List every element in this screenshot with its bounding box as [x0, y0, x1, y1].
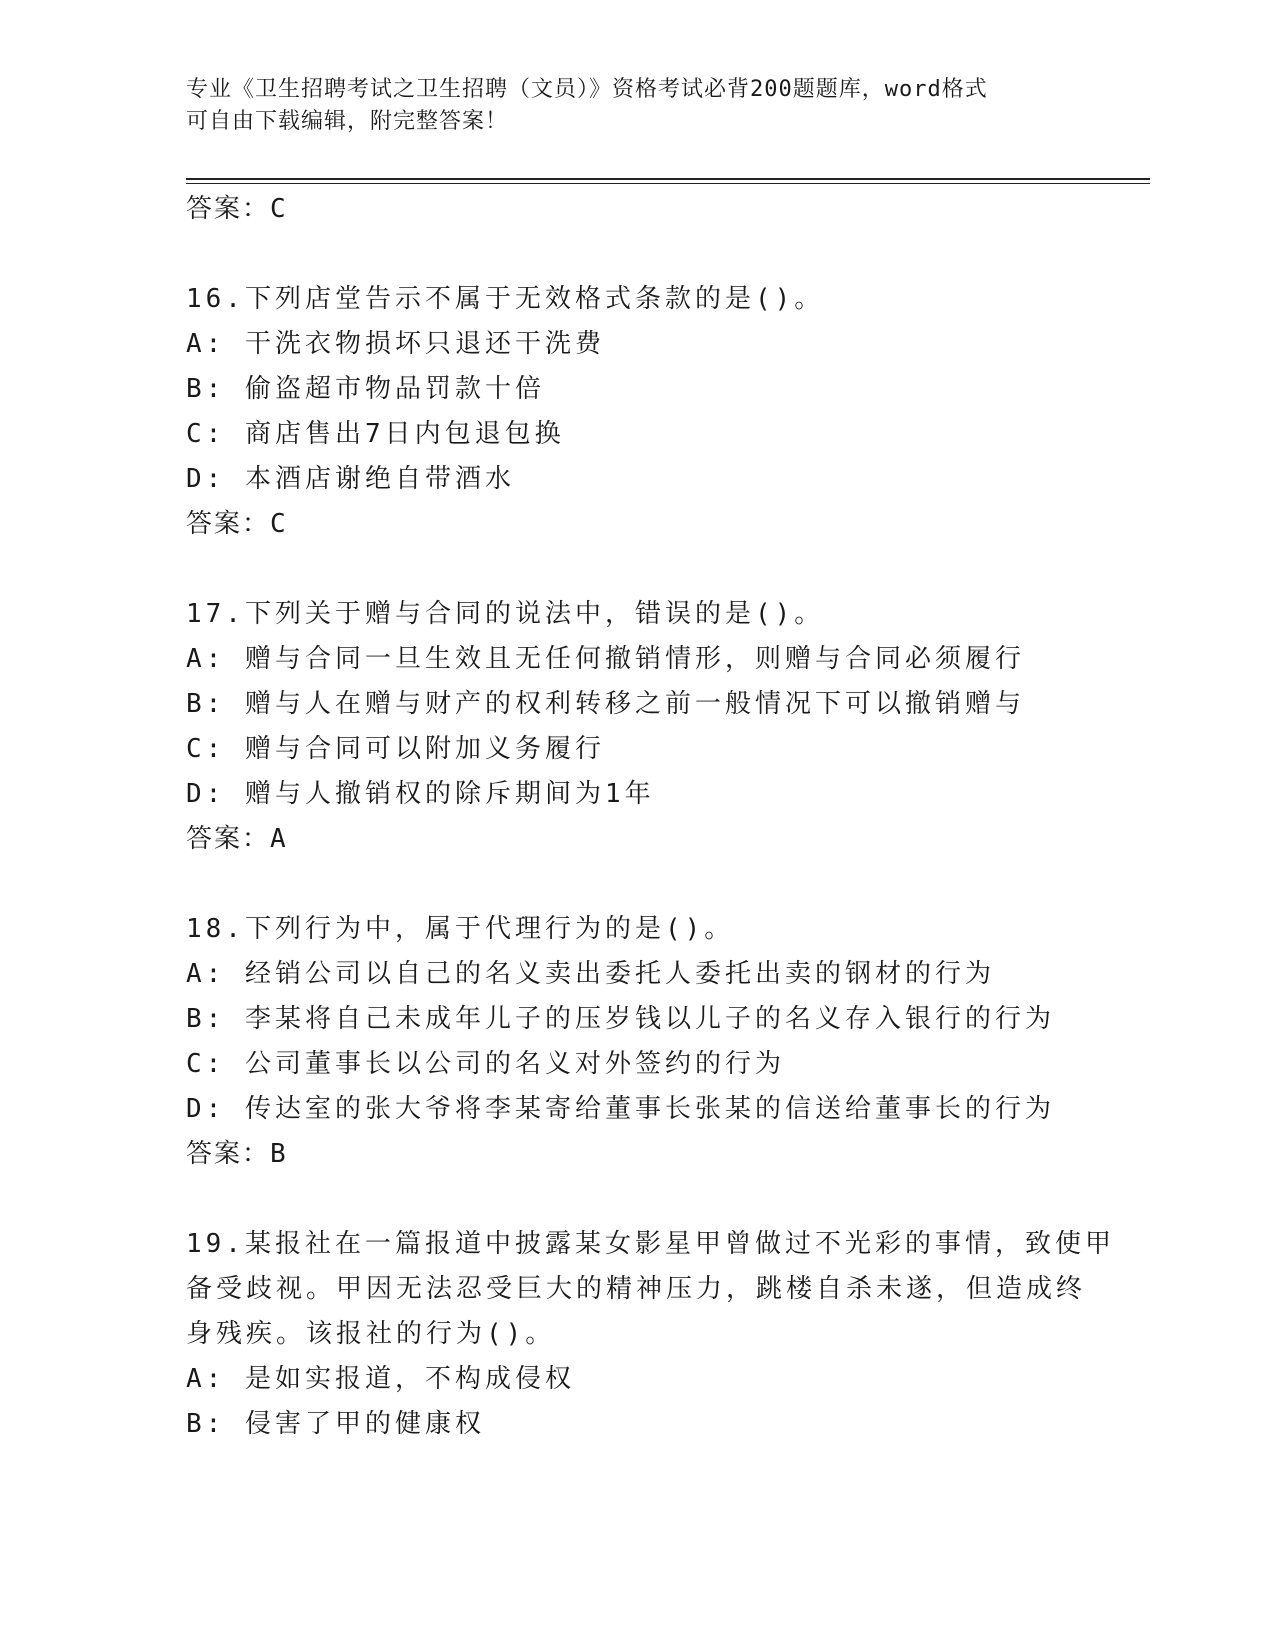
spacer	[186, 547, 1086, 592]
option-d: D: 本酒店谢绝自带酒水	[186, 464, 515, 494]
question-stem: 17.下列关于赠与合同的说法中，错误的是()。	[186, 599, 825, 629]
option-c: C: 公司董事长以公司的名义对外签约的行为	[186, 1049, 785, 1079]
spacer	[186, 1177, 1086, 1222]
spacer	[186, 232, 1086, 277]
header-divider-thin	[186, 183, 1150, 184]
question-stem-line-3: 身残疾。该报社的行为()。	[186, 1319, 556, 1349]
question-block	[186, 592, 1086, 862]
answer-line: 答案：C	[186, 509, 288, 539]
option-b: B: 李某将自己未成年儿子的压岁钱以儿子的名义存入银行的行为	[186, 1004, 1055, 1034]
option-d: D: 赠与人撤销权的除斥期间为1年	[186, 779, 655, 809]
question-block	[186, 277, 1086, 547]
option-b: B: 侵害了甲的健康权	[186, 1409, 485, 1439]
document-header	[186, 74, 1066, 138]
header-line-2: 可自由下载编辑，附完整答案！	[186, 109, 509, 134]
option-b: B: 赠与人在赠与财产的权利转移之前一般情况下可以撤销赠与	[186, 689, 1025, 719]
option-a: A: 干洗衣物损坏只退还干洗费	[186, 329, 605, 359]
question-list	[186, 187, 1115, 1447]
option-c: C: 赠与合同可以附加义务履行	[186, 734, 605, 764]
header-line-1: 专业《卫生招聘考试之卫生招聘（文员）》资格考试必背200题题库，word格式	[186, 77, 988, 102]
question-stem: 18.下列行为中，属于代理行为的是()。	[186, 914, 735, 944]
question-block	[186, 1222, 1115, 1447]
answer-line: 答案：B	[186, 1139, 288, 1169]
question-block	[186, 907, 1086, 1177]
question-stem-line-2: 备受歧视。甲因无法忍受巨大的精神压力，跳楼自杀未遂，但造成终	[186, 1274, 1087, 1304]
option-a: A: 经销公司以自己的名义卖出委托人委托出卖的钢材的行为	[186, 959, 995, 989]
option-b: B: 偷盗超市物品罚款十倍	[186, 374, 545, 404]
answer-line: 答案：C	[186, 194, 288, 224]
spacer	[186, 862, 1086, 907]
option-c: C: 商店售出7日内包退包换	[186, 419, 565, 449]
option-a: A: 赠与合同一旦生效且无任何撤销情形，则赠与合同必须履行	[186, 644, 1025, 674]
header-divider-thick	[186, 178, 1150, 180]
option-d: D: 传达室的张大爷将李某寄给董事长张某的信送给董事长的行为	[186, 1094, 1055, 1124]
option-a: A: 是如实报道，不构成侵权	[186, 1364, 575, 1394]
question-stem-line-1: 19.某报社在一篇报道中披露某女影星甲曾做过不光彩的事情，致使甲	[186, 1229, 1115, 1259]
answer-line: 答案：A	[186, 824, 288, 854]
question-stem: 16.下列店堂告示不属于无效格式条款的是()。	[186, 284, 825, 314]
